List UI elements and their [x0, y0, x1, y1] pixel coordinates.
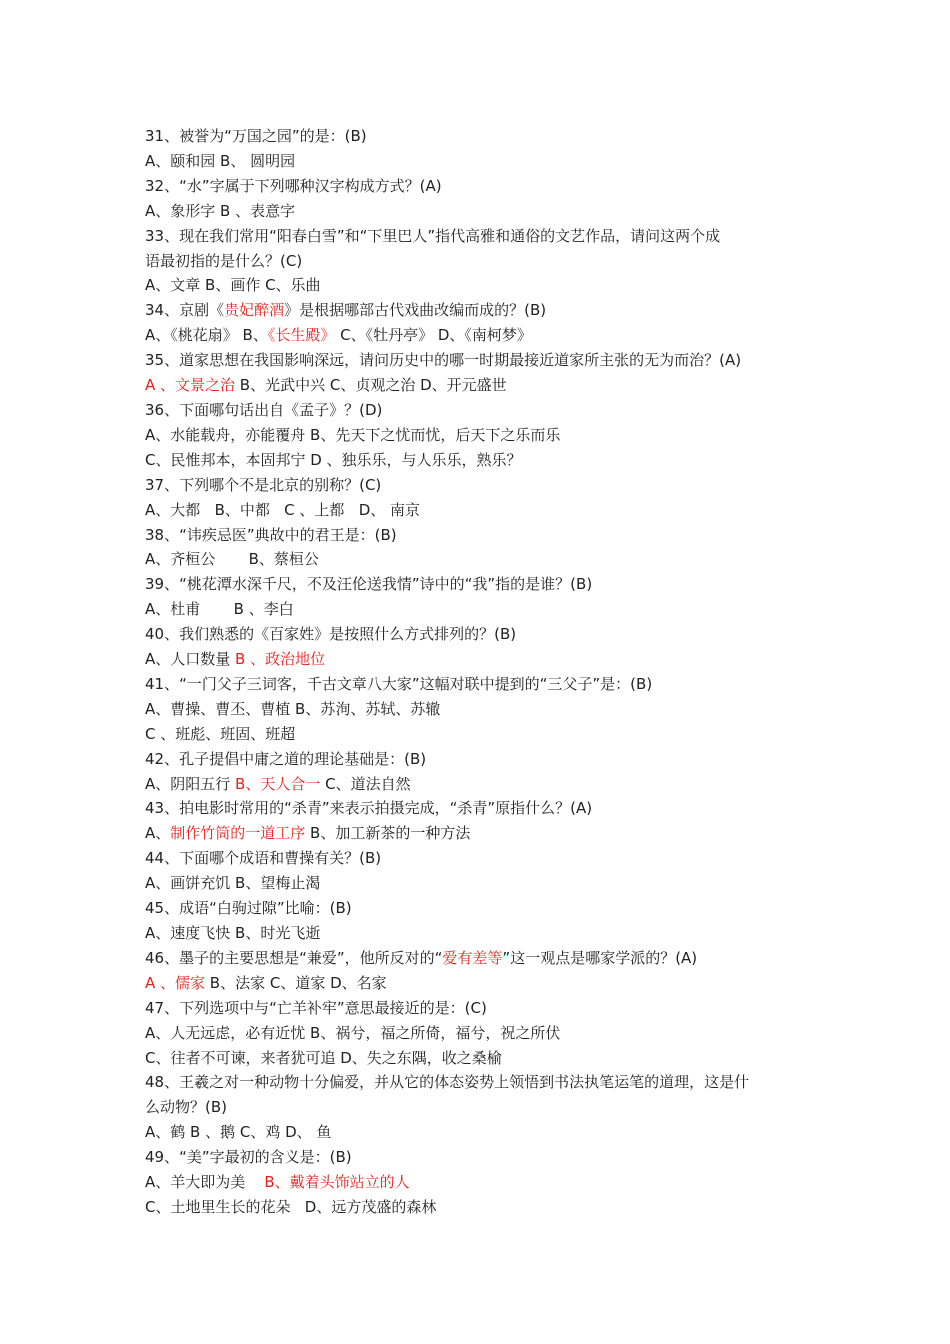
text-segment: 33、现在我们常用“阳春白雪”和“下里巴人”指代高雅和通俗的文艺作品，请问这两个成 — [145, 226, 721, 245]
text-line — [145, 199, 825, 224]
text-line — [145, 896, 825, 921]
text-line — [145, 921, 825, 946]
text-line — [145, 149, 825, 174]
text-line — [145, 249, 825, 274]
text-line — [145, 672, 825, 697]
text-segment: 39、“桃花潭水深千尺，不及汪伦送我情”诗中的“我”指的是谁？(B) — [145, 575, 593, 594]
text-line — [145, 1046, 825, 1071]
text-line — [145, 224, 825, 249]
text-line — [145, 572, 825, 597]
text-line — [145, 1120, 825, 1145]
text-line — [145, 722, 825, 747]
text-segment: A、鹤 B 、鹅 C、鸡 D、 鱼 — [145, 1123, 332, 1142]
text-line — [145, 348, 825, 373]
text-line — [145, 298, 825, 323]
text-segment: C、民惟邦本，本固邦宁 D 、独乐乐，与人乐乐，熟乐？ — [145, 450, 522, 469]
highlighted-text: A 、文景之治 — [145, 376, 236, 395]
text-line — [145, 373, 825, 398]
text-line — [145, 1195, 825, 1220]
text-line — [145, 647, 825, 672]
text-segment: 31、被誉为“万国之园”的是：(B) — [145, 127, 367, 145]
text-line — [145, 871, 825, 896]
highlighted-text: 《长生殿》 — [267, 326, 336, 345]
text-segment: 44、下面哪个成语和曹操有关？(B) — [145, 849, 382, 868]
text-line — [145, 423, 825, 448]
text-segment: B、加工新茶的一种方法 — [305, 824, 471, 843]
text-line — [145, 398, 825, 423]
text-segment: B、光武中兴 C、贞观之治 D、开元盛世 — [235, 376, 507, 395]
text-segment: A、速度飞快 B、时光飞逝 — [145, 924, 321, 942]
highlighted-text: A 、儒家 — [145, 973, 206, 992]
text-line — [145, 971, 825, 996]
text-line — [145, 1021, 825, 1046]
text-segment: 47、下列选项中与“亡羊补牢”意思最接近的是：(C) — [145, 998, 487, 1017]
text-line — [145, 996, 825, 1021]
text-segment: A、齐桓公 B、蔡桓公 — [145, 550, 319, 569]
text-line — [145, 498, 825, 523]
text-line — [145, 796, 825, 821]
text-segment: 么动物？(B) — [145, 1098, 227, 1117]
text-line — [145, 821, 825, 846]
text-segment: 语最初指的是什么？(C) — [145, 251, 303, 270]
text-segment: 45、成语“白驹过隙”比喻：(B) — [145, 899, 352, 918]
text-segment: 49、“美”字最初的含义是：(B) — [145, 1148, 352, 1167]
text-line — [145, 1145, 825, 1170]
text-segment: A、羊大即为美 — [145, 1173, 265, 1192]
text-segment: A、画饼充饥 B、望梅止渴 — [145, 874, 321, 893]
text-segment: C、《牡丹亭》 D、《南柯梦》 — [335, 326, 532, 345]
text-segment: A、文章 B、画作 C、乐曲 — [145, 276, 321, 295]
text-segment: 34、京剧《 — [145, 301, 225, 320]
text-segment: 43、拍电影时常用的“杀青”来表示拍摄完成，“杀青”原指什么？(A) — [145, 799, 593, 818]
text-segment: 41、“一门父子三词客，千古文章八大家”这幅对联中提到的“三父子”是：(B) — [145, 674, 653, 693]
text-segment: A、象形字 B 、表意字 — [145, 201, 296, 220]
text-line — [145, 473, 825, 498]
text-segment: B、法家 C、道家 D、名家 — [205, 973, 387, 992]
text-line — [145, 1170, 825, 1195]
text-segment: ”这一观点是哪家学派的？(A) — [502, 948, 698, 967]
text-segment: 48、王羲之对一种动物十分偏爱，并从它的体态姿势上领悟到书法执笔运笔的道理，这是什 — [145, 1073, 750, 1092]
highlighted-text: B、戴着头饰站立的人 — [264, 1173, 410, 1192]
highlighted-text: B、天人合一 — [235, 774, 321, 793]
text-line — [145, 273, 825, 298]
text-segment: 40、我们熟悉的《百家姓》是按照什么方式排列的？(B) — [145, 625, 517, 644]
text-line — [145, 523, 825, 548]
text-segment: C 、班彪、班固、班超 — [145, 724, 296, 743]
text-line — [145, 1070, 825, 1095]
text-line — [145, 124, 825, 149]
text-segment: C、土地里生长的花朵 D、远方茂盛的森林 — [145, 1197, 437, 1216]
text-line — [145, 846, 825, 871]
text-segment: 》是根据哪部古代戏曲改编而成的？(B) — [284, 301, 547, 320]
text-segment: C、往者不可谏，来者犹可追 D、失之东隅，收之桑榆 — [145, 1048, 502, 1067]
text-line — [145, 946, 825, 971]
text-segment: A、杜甫 B 、李白 — [145, 600, 294, 619]
text-segment: A、大都 B、中都 C 、上都 D、 南京 — [145, 500, 421, 519]
text-segment: A、 — [145, 824, 171, 843]
text-segment: A、水能载舟，亦能覆舟 B、先天下之忧而忧，后天下之乐而乐 — [145, 425, 561, 444]
text-segment: C、道法自然 — [320, 774, 411, 793]
text-line — [145, 747, 825, 772]
text-line — [145, 323, 825, 348]
highlighted-text: 贵妃醉酒 — [224, 301, 285, 320]
text-line — [145, 622, 825, 647]
text-line — [145, 697, 825, 722]
text-segment: 37、下列哪个不是北京的别称？(C) — [145, 475, 382, 494]
text-segment: A、人口数量 — [145, 650, 236, 669]
text-segment: A、颐和园 B、 圆明园 — [145, 151, 296, 170]
text-line — [145, 547, 825, 572]
highlighted-text: 爱有差等 — [442, 948, 503, 967]
text-segment: 35、道家思想在我国影响深远，请问历史中的哪一时期最接近道家所主张的无为而治？(A) — [145, 351, 742, 370]
text-line — [145, 174, 825, 199]
text-line — [145, 597, 825, 622]
text-line — [145, 772, 825, 797]
text-segment: 38、“讳疾忌医”典故中的君王是：(B) — [145, 525, 397, 544]
text-segment: A、《桃花扇》 B、 — [145, 326, 268, 345]
highlighted-text: 制作竹筒的一道工序 — [170, 824, 306, 843]
text-segment: 46、墨子的主要思想是“兼爱”，他所反对的“ — [145, 948, 443, 967]
quiz-text-block — [145, 124, 825, 1220]
text-line — [145, 1095, 825, 1120]
text-segment: A、曹操、曹丕、曹植 B、苏洵、苏轼、苏辙 — [145, 699, 441, 718]
text-segment: 32、“水”字属于下列哪种汉字构成方式？(A) — [145, 176, 442, 195]
text-segment: 42、孔子提倡中庸之道的理论基础是：(B) — [145, 749, 427, 768]
text-segment: A、人无远虑，必有近忧 B、祸兮，福之所倚，福兮，祝之所伏 — [145, 1023, 561, 1042]
highlighted-text: B 、政治地位 — [235, 650, 326, 669]
text-segment: 36、下面哪句话出自《孟子》？(D) — [145, 400, 383, 419]
text-line — [145, 448, 825, 473]
text-segment: A、阴阳五行 — [145, 774, 236, 793]
